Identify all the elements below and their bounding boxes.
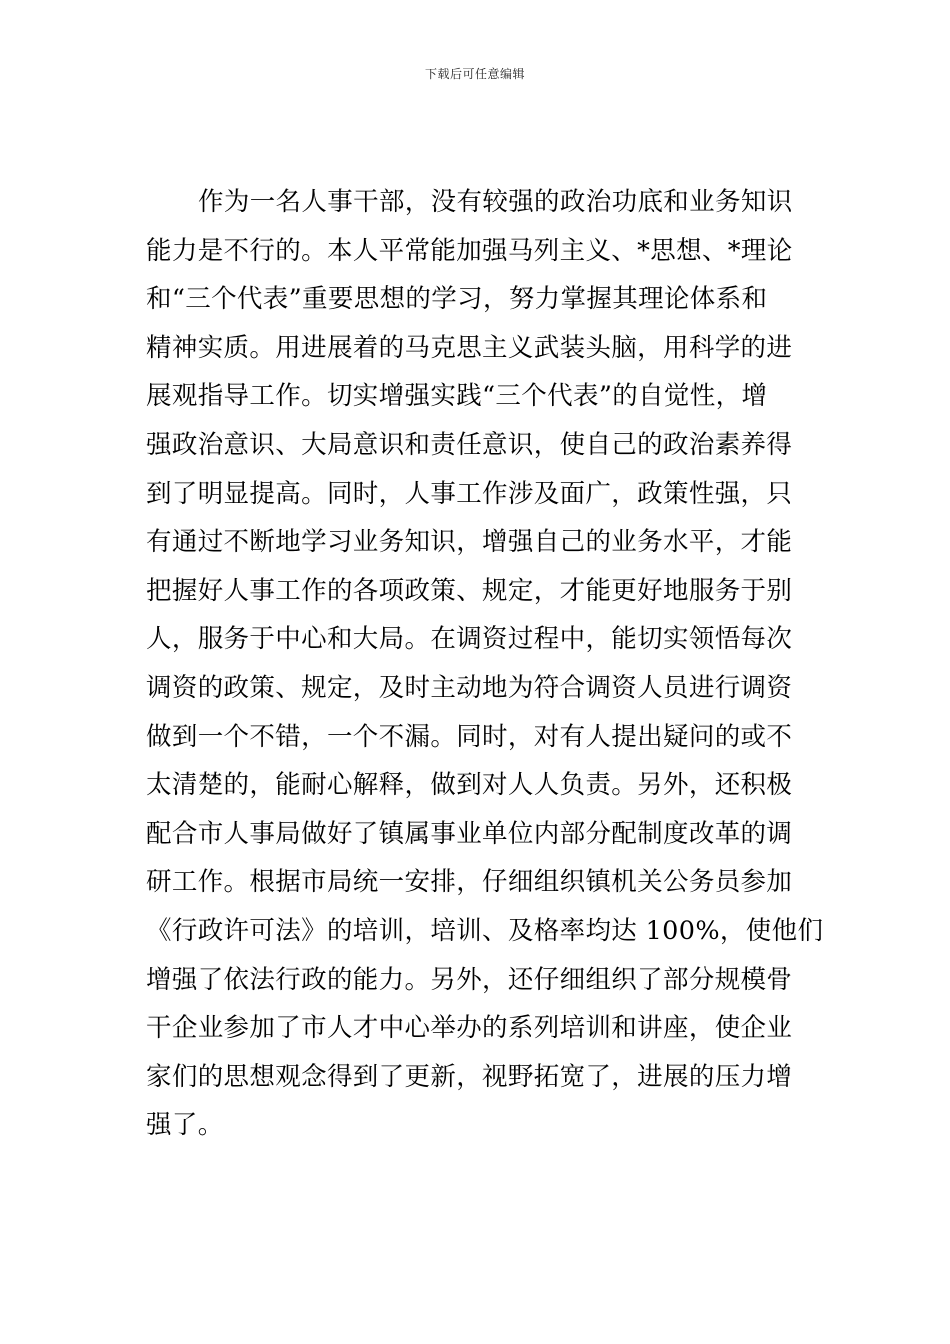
paragraph-line: 干企业参加了市人才中心举办的系列培训和讲座，使企业 <box>146 1013 793 1044</box>
paragraph-line: 《行政许可法》的培训，培训、及格率均达 100%，使他们 <box>146 915 824 946</box>
paragraph-line: 作为一名人事干部，没有较强的政治功底和业务知识 <box>198 187 793 217</box>
paragraph-line: 精神实质。用进展着的马克思主义武装头脑，用科学的进 <box>146 332 793 363</box>
paragraph-line: 和“三个代表”重要思想的学习，努力掌握其理论体系和 <box>146 284 768 315</box>
paragraph-line: 调资的政策、规定，及时主动地为符合调资人员进行调资 <box>146 672 793 703</box>
page-header: 下载后可任意编辑 <box>424 67 525 81</box>
paragraph-line: 配合市人事局做好了镇属事业单位内部分配制度改革的调 <box>146 818 793 849</box>
paragraph-line: 增强了依法行政的能力。另外，还仔细组织了部分规模骨 <box>146 964 793 995</box>
paragraph-line: 人，服务于中心和大局。在调资过程中，能切实领悟每次 <box>146 624 793 655</box>
paragraph-line: 家们的思想观念得到了更新，视野拓宽了，进展的压力增 <box>146 1061 793 1092</box>
paragraph-line: 有通过不断地学习业务知识，增强自己的业务水平，才能 <box>146 527 793 558</box>
paragraph-line: 强了。 <box>146 1110 224 1141</box>
paragraph-line: 展观指导工作。切实增强实践“三个代表”的自觉性，增 <box>146 381 768 412</box>
paragraph-line: 做到一个不错，一个不漏。同时，对有人提出疑问的或不 <box>146 721 793 752</box>
body-paragraph <box>146 178 824 1150</box>
paragraph-line: 能力是不行的。本人平常能加强马列主义、*思想、*理论 <box>146 235 793 266</box>
paragraph-line: 到了明显提高。同时，人事工作涉及面广，政策性强，只 <box>146 478 793 509</box>
paragraph-line: 太清楚的，能耐心解释，做到对人人负责。另外，还积极 <box>146 770 793 801</box>
paragraph-line: 强政治意识、大局意识和责任意识，使自己的政治素养得 <box>146 429 793 460</box>
paragraph-line: 把握好人事工作的各项政策、规定，才能更好地服务于别 <box>146 575 793 606</box>
paragraph-line: 研工作。根据市局统一安排，仔细组织镇机关公务员参加 <box>146 867 793 898</box>
